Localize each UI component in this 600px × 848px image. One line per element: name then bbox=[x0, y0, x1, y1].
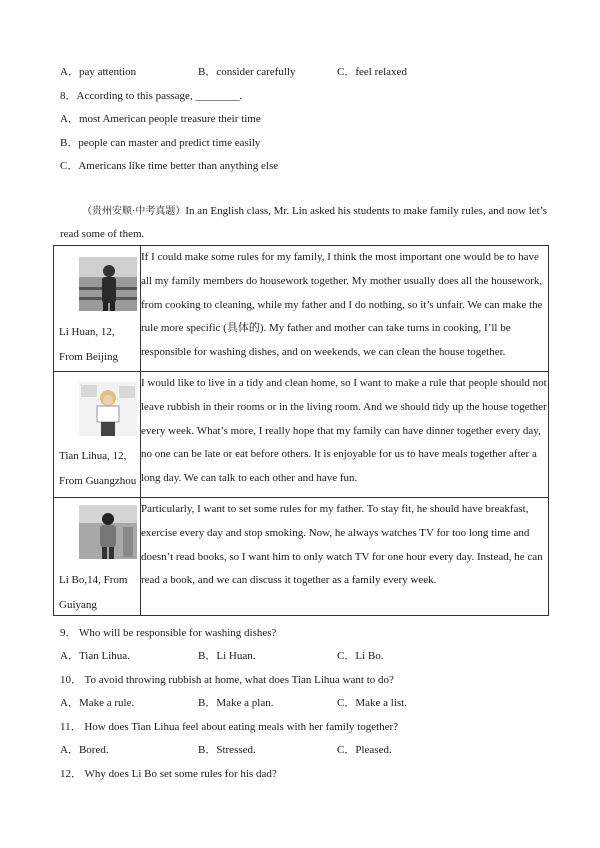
person-cell-li-bo bbox=[54, 498, 141, 616]
q8-option-c: C．Americans like time better than anything else bbox=[60, 160, 279, 172]
li-bo-photo bbox=[79, 505, 137, 559]
li-huan-text: If I could make some rules for my family, I think the most important one would be to have all my family members do housework together. My mother usually does all the housework, from cooking to cleaning, while my father and I do nothing, so it’s unfair. We can make the rule more specific (具体的). My father and mother can take turns in cooking, I’ll be responsible for washing dishes, and on weekends, we can clean the house together. bbox=[141, 246, 549, 372]
li-bo-name: Li Bo,14, From Guiyang bbox=[59, 574, 128, 611]
q11-option-b: B．Stressed. bbox=[198, 744, 256, 756]
person-cell-tian-lihua bbox=[54, 372, 141, 498]
passage-intro-line1: In an English class, Mr. Lin asked his students to make family rules, and now let’s bbox=[185, 205, 548, 217]
tian-lihua-text: I would like to live in a tidy and clean home, so I want to make a rule that people should not leave rubbish in their rooms or in the living room. And we should tidy up the house together every week. What’s more, I really hope that my family can have dinner together every day, no one can be late or eat before others. It is enjoyable for us to have meals together after a long day. We can talk to each other and have fun. bbox=[141, 372, 549, 498]
q7-option-a: A．pay attention bbox=[60, 66, 137, 78]
q11-option-c: C．Pleased. bbox=[337, 744, 392, 756]
q9-option-b: B．Li Huan. bbox=[198, 650, 256, 662]
q12-question: 12． Why does Li Bo set some rules for his dad? bbox=[60, 768, 277, 780]
li-bo-text: Particularly, I want to set some rules for my father. To stay fit, he should have breakfast, exercise every day and stop smoking. Now, he always watches TV for too long time and doesn’t read books, so I want him to only watch TV for one hour every day. Instead, he can read a book, and we can discuss it together as a family every week. bbox=[141, 498, 549, 616]
q8-option-b: B．people can master and predict time easily bbox=[60, 137, 261, 149]
q9-option-a: A．Tian Lihua. bbox=[60, 650, 130, 662]
q10-option-b: B．Make a plan. bbox=[198, 697, 274, 709]
person-cell-li-huan bbox=[54, 246, 141, 372]
person-photo-icon bbox=[79, 257, 137, 311]
passage-source: （贵州安顺·中考真题） bbox=[82, 206, 186, 217]
li-huan-photo bbox=[79, 257, 137, 311]
q7-option-b: B．consider carefully bbox=[198, 66, 296, 78]
passage-intro bbox=[60, 200, 550, 246]
table-row bbox=[54, 498, 549, 616]
q9-option-c: C．Li Bo. bbox=[337, 650, 384, 662]
passage-intro-line2: read some of them. bbox=[60, 228, 145, 240]
family-rules-table bbox=[53, 245, 549, 616]
person-photo-icon bbox=[79, 505, 137, 559]
tian-lihua-photo bbox=[79, 382, 137, 436]
q10-option-a: A．Make a rule. bbox=[60, 697, 135, 709]
tian-lihua-name: Tian Lihua, 12, From Guangzhou bbox=[59, 450, 137, 487]
q9-question: 9． Who will be responsible for washing dishes? bbox=[60, 627, 277, 639]
table-row bbox=[54, 372, 549, 498]
q11-option-a: A．Bored. bbox=[60, 744, 109, 756]
q8-option-a: A．most American people treasure their time bbox=[60, 113, 261, 125]
q11-question: 11． How does Tian Lihua feel about eating meals with her family together? bbox=[60, 721, 399, 733]
li-huan-name: Li Huan, 12, From Beijing bbox=[59, 326, 118, 363]
q8-question: 8．According to this passage, ________. bbox=[60, 90, 243, 102]
person-photo-icon bbox=[79, 382, 137, 436]
table-row bbox=[54, 246, 549, 372]
q10-option-c: C．Make a list. bbox=[337, 697, 407, 709]
q10-question: 10． To avoid throwing rubbish at home, what does Tian Lihua want to do? bbox=[60, 674, 394, 686]
q7-option-c: C．feel relaxed bbox=[337, 66, 407, 78]
